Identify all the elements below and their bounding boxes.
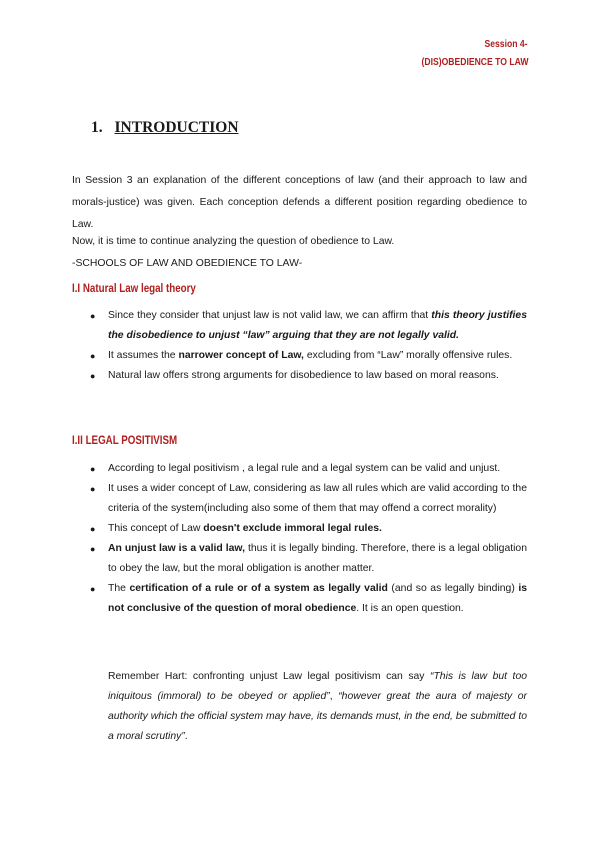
quote-text: “however great the aura of majesty or authority which the official system may have, its demands must, in the end, be submitted to a moral scrutiny” <box>108 691 527 742</box>
bullet-icon: ● <box>90 524 96 534</box>
now-line: Now, it is time to continue analyzing the question of obedience to Law. <box>72 236 395 247</box>
bullet-icon: ● <box>90 584 96 594</box>
text: Natural law offers strong arguments for disobedience to law based on moral reasons. <box>108 370 499 381</box>
heading-title: INTRODUCTION <box>114 119 239 136</box>
text: This concept of Law <box>108 523 204 534</box>
bullet-icon: ● <box>90 351 96 361</box>
session-title: (DIS)OBEDIENCE TO LAW <box>421 56 528 68</box>
emphasis: this theory justifies the disobedience to unjust “law” arguing that they are not legally valid. <box>108 310 527 341</box>
bullet-icon: ● <box>90 484 96 494</box>
text: thus it is legally binding. Therefore, there is a legal obligation to obey the law, but the moral obligation is another matter. <box>108 543 527 574</box>
text: . <box>184 731 188 742</box>
text: According to legal positivism , a legal rule and a legal system can be valid and unjust. <box>108 463 501 474</box>
emphasis: is not conclusive of the question of moral obedience <box>108 583 528 614</box>
text: It assumes the <box>108 350 179 361</box>
emphasis: An unjust law is a valid law, <box>108 543 245 554</box>
text: Remember Hart: confronting unjust Law legal positivism can say <box>108 671 430 682</box>
list-item <box>72 366 527 386</box>
legal-positivism-list <box>72 459 527 619</box>
hart-quote <box>108 667 527 747</box>
list-item <box>72 539 527 579</box>
text: Since they consider that unjust law is not valid law, we can affirm that <box>108 310 432 321</box>
heading-number: 1. <box>91 119 103 136</box>
text: , <box>329 691 339 702</box>
bullet-icon: ● <box>90 544 96 554</box>
section-heading <box>91 119 239 137</box>
text: The <box>108 583 130 594</box>
list-item <box>72 479 527 519</box>
intro-paragraph: In Session 3 an explanation of the different conceptions of law (and their approach to law and morals-justice) was given. Each conception defends a different position regarding obedience to Law. <box>72 175 527 230</box>
list-item <box>72 519 527 539</box>
list-item <box>72 459 527 479</box>
natural-law-list <box>72 306 527 386</box>
emphasis: doesn't exclude immoral legal rules. <box>203 523 382 534</box>
quote-text: “This is law but too iniquitous (immoral) to be obeyed or applied” <box>108 671 528 702</box>
bullet-icon: ● <box>90 311 96 321</box>
bullet-icon: ● <box>90 371 96 381</box>
bullet-icon: ● <box>90 464 96 474</box>
text: (and so as legally binding) <box>387 583 519 594</box>
text: . It is an open question. <box>356 603 464 614</box>
text: excluding from “Law” morally offensive rules. <box>303 350 513 361</box>
section-natural-law-title: I.I Natural Law legal theory <box>72 283 196 295</box>
list-item <box>72 579 527 619</box>
schools-line: -SCHOOLS OF LAW AND OBEDIENCE TO LAW- <box>72 258 303 269</box>
list-item <box>72 306 527 346</box>
section-legal-positivism-title: I.II LEGAL POSITIVISM <box>72 435 178 447</box>
text: It uses a wider concept of Law, considering as law all rules which are valid according to the criteria of the system(including also some of them that may offend a correct morality) <box>108 483 527 514</box>
list-item <box>72 346 527 366</box>
emphasis: narrower concept of Law, <box>178 350 304 361</box>
session-label: Session 4- <box>484 38 528 50</box>
emphasis: certification of a rule or of a system as legally valid <box>129 583 388 594</box>
